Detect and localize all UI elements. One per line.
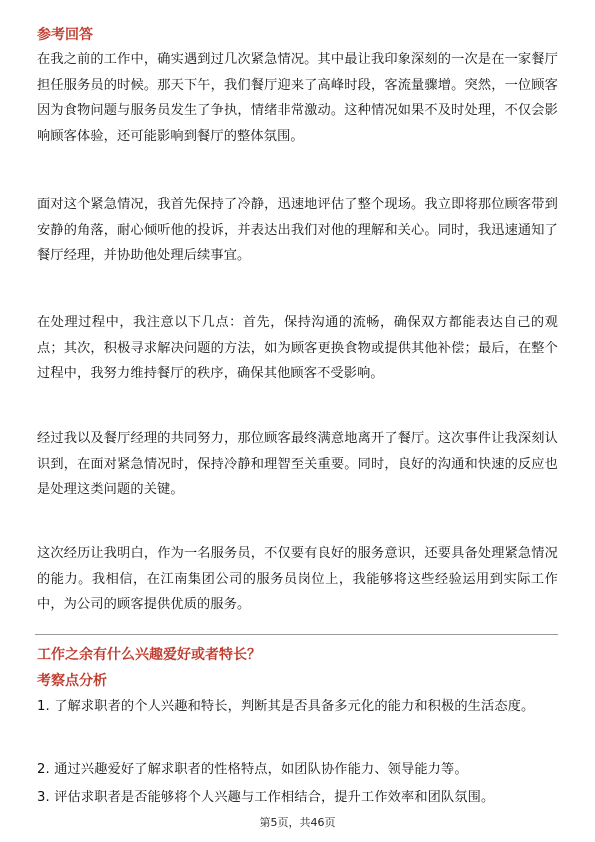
analysis-item-3: 3. 评估求职者是否能够将个人兴趣与工作相结合，提升工作效率和团队氛围。 bbox=[37, 790, 495, 805]
analysis-heading: 考察点分析 bbox=[37, 673, 107, 689]
analysis-item-1: 1. 了解求职者的个人兴趣和特长，判断其是否具备多元化的能力和积极的生活态度。 bbox=[37, 699, 535, 714]
answer-paragraph-3: 在处理过程中，我注意以下几点：首先，保持沟通的流畅，确保双方都能表达自己的观点；其次，积极寻求解决问题的方法，如为顾客更换食物或提供其他补偿；最后，在整个过程中，我努力维持餐厅的秩序，确保其他顾客不受影响。 bbox=[37, 315, 558, 381]
answer-heading: 参考回答 bbox=[37, 27, 93, 43]
answer-paragraph-5: 这次经历让我明白，作为一名服务员，不仅要有良好的服务意识，还要具备处理紧急情况的能力。我相信，在江南集团公司的服务员岗位上，我能够将这些经验运用到实际工作中，为公司的顾客提供优质的服务。 bbox=[37, 546, 558, 612]
analysis-item-2: 2. 通过兴趣爱好了解求职者的性格特点，如团队协作能力、领导能力等。 bbox=[37, 762, 468, 777]
section-divider bbox=[35, 634, 558, 635]
page-number-footer: 第5页，共46页 bbox=[259, 816, 336, 829]
answer-paragraph-1: 在我之前的工作中，确实遇到过几次紧急情况。其中最让我印象深刻的一次是在一家餐厅担任服务员的时候。那天下午，我们餐厅迎来了高峰时段，客流量骤增。突然，一位顾客因为食物问题与服务员发生了争执，情绪非常激动。这种情况如果不及时处理，不仅会影响顾客体验，还可能影响到餐厅的整体氛围。 bbox=[37, 52, 558, 144]
answer-paragraph-2: 面对这个紧急情况，我首先保持了冷静，迅速地评估了整个现场。我立即将那位顾客带到安静的角落，耐心倾听他的投诉，并表达出我们对他的理解和关心。同时，我迅速通知了餐厅经理，并协助他处理后续事宜。 bbox=[37, 197, 558, 263]
answer-paragraph-4: 经过我以及餐厅经理的共同努力，那位顾客最终满意地离开了餐厅。这次事件让我深刻认识到，在面对紧急情况时，保持冷静和理智至关重要。同时，良好的沟通和快速的反应也是处理这类问题的关键。 bbox=[37, 431, 558, 497]
interview-question: 工作之余有什么兴趣爱好或者特长？ bbox=[37, 647, 261, 663]
